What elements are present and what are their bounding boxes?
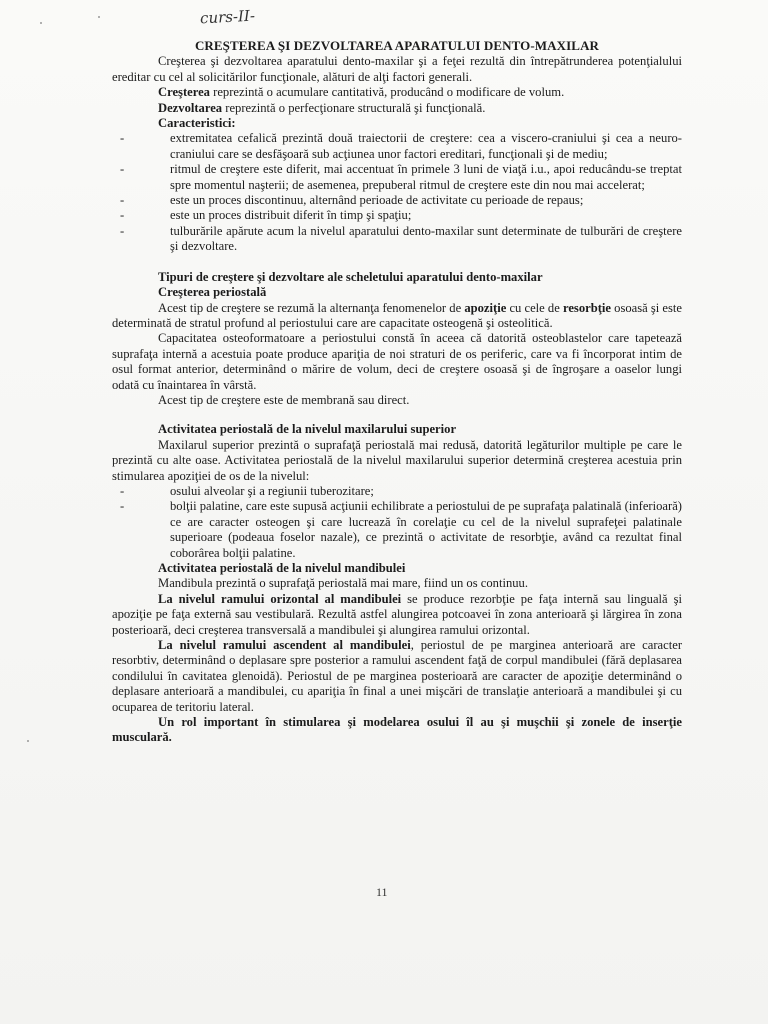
text-run: osoasă şi este determinată de stratul profund al periostului care are capacitate osteogenă şi osteolitică. [112, 300, 683, 330]
crestere-definition [158, 85, 682, 100]
document-title: CREŞTEREA ŞI DEZVOLTAREA APARATULUI DENTO-MAXILAR [194, 38, 600, 53]
list-item: - este un proces discontinuu, alternând perioade de activitate cu perioade de repaus; [112, 193, 682, 208]
document-body [112, 38, 682, 746]
text-run: , periostul de pe marginea anterioară are caracter resorbtiv, determinând o deplasare spre posterior a ramului ascendent faţă de corpul mandibulei (fără deplasarea condilului în cavitatea glenoidă). Periostul de pe marginea posterioară are caracter de apoziţie determinând o deplasare anterioară a mandibulei, cu apariţia în final a unei mişcări de translaţie anterioară a mandibulei şi cu ocuparea de teritoriu lateral. [112, 638, 683, 714]
mandibula-paragraph-3 [112, 638, 682, 715]
ram-orizontal-term: La nivelul ramului orizontal al mandibulei [158, 591, 402, 606]
ram-ascendent-term: La nivelul ramului ascendent al mandibulei [158, 638, 411, 653]
list-item: - extremitatea cefalică prezintă două traiectorii de creştere: cea a viscero-craniului şi cea a neuro-craniului care se desfăşoară sub acţiunea unor factori ereditari, funcţionali şi de mediu; [112, 131, 682, 162]
crestere-def-text: reprezintă o acumulare cantitativă, producând o modificare de volum. [213, 85, 565, 100]
dezvoltare-definition [158, 101, 682, 116]
periostal-paragraph-3: Acest tip de creştere este de membrană sau direct. [158, 392, 410, 407]
dezvoltare-def-text: reprezintă o perfecţionare structurală şi funcţională. [225, 100, 486, 115]
scan-speck [27, 740, 29, 742]
scan-speck [40, 22, 42, 24]
list-item: - ritmul de creştere este diferit, mai accentuat în primele 3 luni de viaţă i.u., apoi reducându-se treptat spre momentul naşterii; de asemenea, prepuberal ritmul de creştere este din nou mai accelerat; [112, 162, 682, 193]
text-run: cu cele de [506, 300, 563, 315]
section-heading-maxilar: Activitatea periostală de la nivelul maxilarului superior [158, 422, 457, 437]
periostal-paragraph-2: Capacitatea osteoformatoare a periostului constă în aceea că datorită osteoblastelor care tapetează suprafaţa internă a acestuia poate produce apariţia de noi straturi de os periferic, care va fi încorporat intim de osul format anterior, determinând o mărire de volum, deci de creştere osoasă şi de îngroşare a oaselor lungi odată cu înaintarea în vârstă. [112, 331, 682, 392]
dezvoltare-term: Dezvoltarea [158, 100, 223, 115]
mandibula-paragraph-1: Mandibula prezintă o suprafaţă periostală mai mare, fiind un os continuu. [158, 576, 529, 591]
section-heading-tipuri: Tipuri de creştere şi dezvoltare ale scheletului aparatului dento-maxilar [158, 269, 543, 284]
periostal-paragraph-1 [112, 301, 682, 332]
handwritten-note: curs-II- [199, 6, 256, 28]
resorbtie-term: resorbţie [562, 300, 611, 315]
list-item: - osului alveolar şi a regiunii tuberozitare; [112, 484, 682, 499]
caracteristici-label: Caracteristici: [158, 116, 236, 131]
list-item: - este un proces distribuit diferit în timp şi spaţiu; [112, 208, 682, 223]
caracteristici-list [112, 131, 682, 254]
subheading-crestere-periostala: Creşterea periostală [158, 285, 267, 300]
intro-paragraph: Creşterea şi dezvoltarea aparatului dento-maxilar şi a feţei rezultă din întrepătrunderea potenţialului ereditar cu cel al solicitărilor funcţionale, alături de alţi factori generali. [112, 54, 682, 84]
crestere-term: Creşterea [158, 85, 210, 100]
mandibula-paragraph-4: Un rol important în stimularea şi modelarea osului îl au şi muşchii şi zonele de inserţie musculară. [112, 715, 682, 745]
mandibula-paragraph-2 [112, 592, 682, 638]
page-number: 11 [376, 885, 388, 899]
text-run: se produce rezorbţie pe faţa internă sau linguală şi apoziţie pe faţa externă sau vestibulară. Rezultă astfel alungirea potcoavei în zona anterioară şi lărgirea în zona posterioară, deci creşterea transversală a mandibulei şi alungirea ramului orizontal. [112, 591, 682, 637]
section-heading-mandibula: Activitatea periostală de la nivelul mandibulei [158, 561, 406, 575]
maxilar-paragraph: Maxilarul superior prezintă o suprafaţă periostală mai redusă, datorită legăturilor multiple pe care le prezintă cu alte oase. Activitatea periostală de la nivelul maxilarului superior determină creşterea acestuia prin stimularea apoziţiei de os de la nivelul: [112, 437, 682, 483]
maxilar-list [112, 484, 682, 561]
list-item: - bolţii palatine, care este supusă acţiunii echilibrate a periostului de pe suprafaţa palatinală (inferioară) ce are caracter osteogen şi care lucrează în corelaţie cu cel de la nivelul suprafeţei palatinale superioare (podeaua foselor nazale), ce prezintă o activitate de resorbţie, având ca rezultat final coborârea bolţii palatine. [112, 499, 682, 561]
scan-speck [98, 16, 100, 18]
text-run: Acest tip de creştere se rezumă la alternanţa fenomenelor de [158, 300, 465, 315]
list-item: - tulburările apărute acum la nivelul aparatului dento-maxilar sunt determinate de tulburări de creştere şi dezvoltare. [112, 224, 682, 255]
apozitie-term: apoziţie [464, 300, 507, 315]
